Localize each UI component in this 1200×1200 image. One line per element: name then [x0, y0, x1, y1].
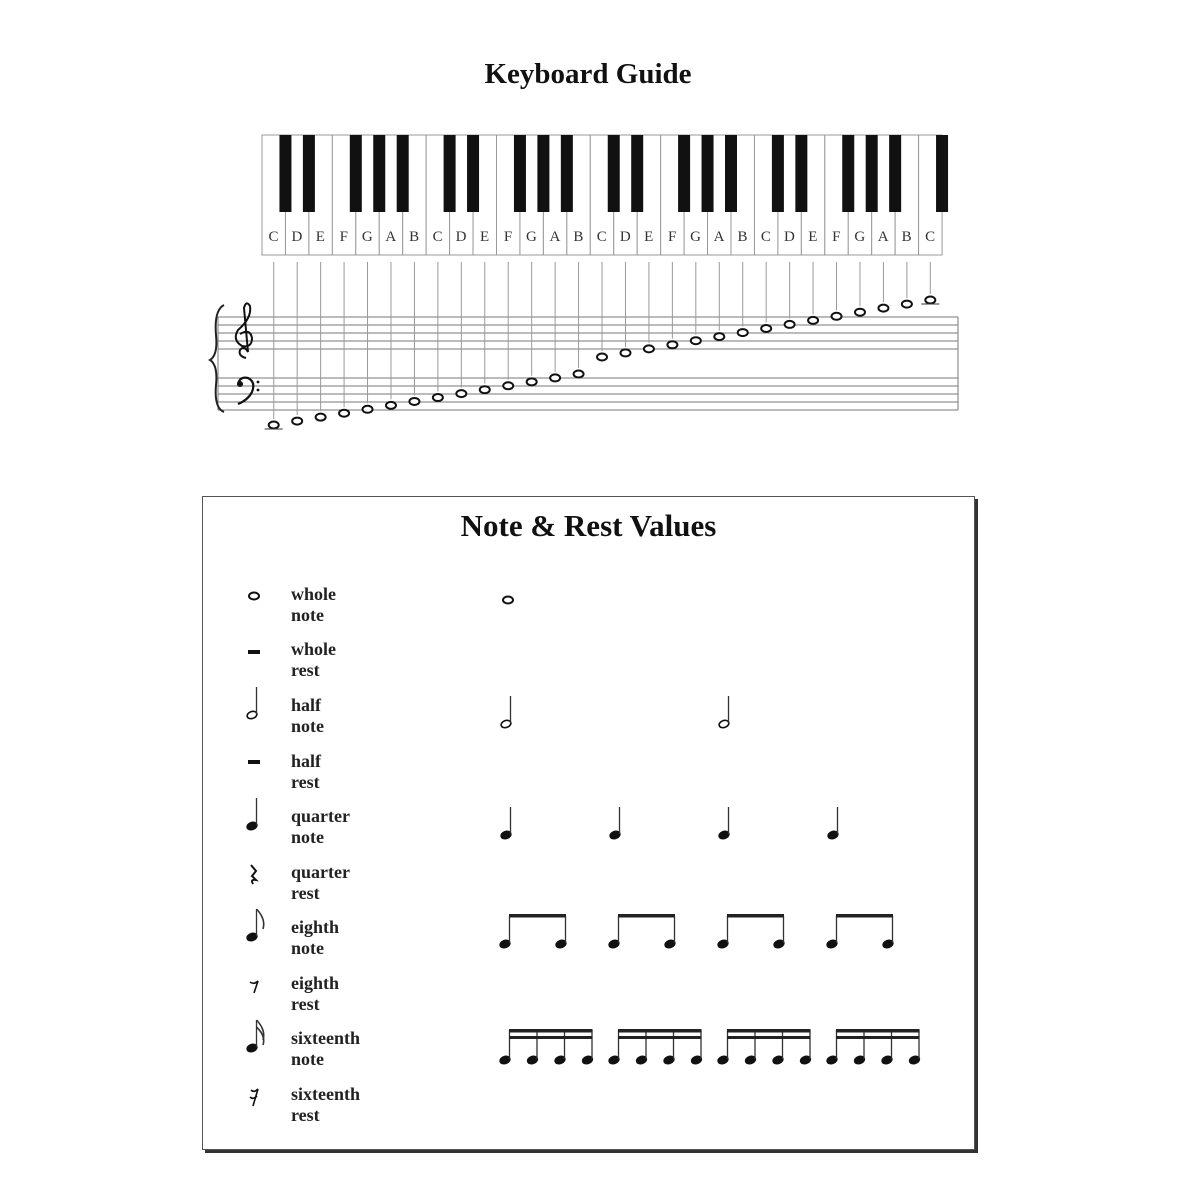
key-label: B	[409, 229, 420, 245]
black-key	[608, 135, 620, 212]
eighth-beam	[836, 914, 893, 918]
black-key	[373, 135, 385, 212]
whole-note	[527, 378, 537, 385]
sixteenth-rest-icon	[250, 1089, 258, 1106]
sixteenth-beam	[618, 1029, 702, 1033]
eighth-beam	[509, 914, 566, 918]
key-label: D	[455, 229, 467, 245]
whole-note	[269, 422, 279, 429]
row-label-half-rest: half rest	[291, 751, 322, 792]
whole-note	[339, 410, 349, 417]
whole-note	[503, 382, 513, 389]
whole-note-icon	[503, 597, 513, 604]
key-label: B	[901, 229, 912, 245]
whole-note	[738, 329, 748, 336]
page-title: Keyboard Guide	[484, 58, 692, 90]
whole-note	[433, 394, 443, 401]
black-key	[842, 135, 854, 212]
brace-icon	[210, 305, 224, 412]
black-key	[889, 135, 901, 212]
row-label-whole-rest: whole rest	[291, 639, 336, 680]
whole-note	[316, 414, 326, 421]
black-key	[303, 135, 315, 212]
whole-note	[667, 341, 677, 348]
sixteenth-beam	[509, 1036, 593, 1039]
black-key	[772, 135, 784, 212]
whole-note	[925, 297, 935, 304]
key-label: G	[854, 229, 866, 245]
key-label: G	[690, 229, 702, 245]
black-key	[514, 135, 526, 212]
key-label: F	[339, 229, 349, 245]
whole-note	[808, 317, 818, 324]
key-label: E	[315, 229, 325, 245]
key-label: G	[361, 229, 373, 245]
key-label: C	[432, 229, 443, 245]
key-label: C	[268, 229, 279, 245]
key-label: D	[783, 229, 795, 245]
key-label: F	[503, 229, 513, 245]
whole-note	[785, 321, 795, 328]
bass-clef-dot	[257, 389, 260, 392]
black-key	[678, 135, 690, 212]
row-label-sixteenth-note: sixteenth note	[291, 1028, 360, 1069]
treble-clef-icon	[236, 303, 252, 358]
whole-note	[574, 371, 584, 378]
black-key	[561, 135, 573, 212]
key-label: E	[479, 229, 490, 245]
whole-note-icon	[249, 593, 259, 600]
key-label: A	[713, 229, 725, 245]
whole-rest-icon	[248, 650, 260, 654]
key-label: C	[760, 229, 771, 245]
whole-note	[832, 313, 842, 320]
whole-note	[386, 402, 396, 409]
black-key	[537, 135, 549, 212]
black-key	[866, 135, 878, 212]
black-key	[444, 135, 456, 212]
whole-note	[761, 325, 771, 332]
whole-note	[480, 386, 490, 393]
black-key	[279, 135, 291, 212]
row-label-quarter-rest: quarter rest	[291, 862, 350, 903]
whole-note	[597, 354, 607, 361]
key-label: A	[385, 229, 397, 245]
key-label: B	[573, 229, 584, 245]
key-label: D	[291, 229, 303, 245]
eighth-rest-icon	[250, 981, 258, 993]
whole-note	[878, 305, 888, 312]
key-label: G	[526, 229, 537, 245]
key-label: C	[925, 229, 936, 245]
row-label-eighth-rest: eighth rest	[291, 973, 340, 1014]
key-label: E	[644, 229, 654, 245]
key-label: E	[808, 229, 818, 245]
whole-note	[691, 337, 701, 344]
sixteenth-beam	[618, 1036, 702, 1039]
row-label-sixteenth-rest: sixteenth rest	[291, 1084, 360, 1125]
whole-note	[409, 398, 419, 405]
sixteenth-beam	[727, 1029, 811, 1033]
eighth-beam	[727, 914, 784, 918]
row-label-eighth-note: eighth note	[291, 917, 340, 958]
whole-note	[644, 345, 654, 352]
note-rest-values-title: Note & Rest Values	[460, 508, 717, 543]
row-label-quarter-note: quarter note	[291, 806, 350, 847]
eighth-beam	[618, 914, 675, 918]
half-rest-icon	[248, 760, 260, 764]
whole-note	[620, 349, 630, 356]
black-key	[631, 135, 643, 212]
black-key	[467, 135, 479, 212]
sixteenth-beam	[509, 1029, 593, 1033]
black-key	[702, 135, 714, 212]
black-key	[936, 135, 948, 212]
key-label: B	[737, 229, 748, 245]
note-flag	[257, 909, 264, 929]
black-key	[350, 135, 362, 212]
whole-note	[363, 406, 373, 413]
key-label: A	[877, 229, 889, 245]
whole-note	[550, 374, 560, 381]
black-key	[725, 135, 737, 212]
quarter-rest-icon	[251, 865, 256, 884]
whole-note	[714, 333, 724, 340]
sixteenth-beam	[836, 1036, 920, 1039]
whole-note	[855, 309, 865, 316]
key-label: C	[596, 229, 607, 245]
whole-note	[902, 301, 912, 308]
key-label: F	[667, 229, 677, 245]
black-key	[397, 135, 409, 212]
row-label-half-note: half note	[291, 695, 324, 736]
black-key	[795, 135, 807, 212]
bass-clef-dot	[257, 381, 260, 384]
key-label: F	[832, 229, 841, 245]
sixteenth-beam	[836, 1029, 920, 1033]
key-label: A	[549, 229, 561, 245]
whole-note	[456, 390, 466, 397]
sixteenth-beam	[727, 1036, 811, 1039]
key-label: D	[619, 229, 631, 245]
whole-note	[292, 418, 302, 425]
row-label-whole-note: whole note	[291, 584, 336, 625]
